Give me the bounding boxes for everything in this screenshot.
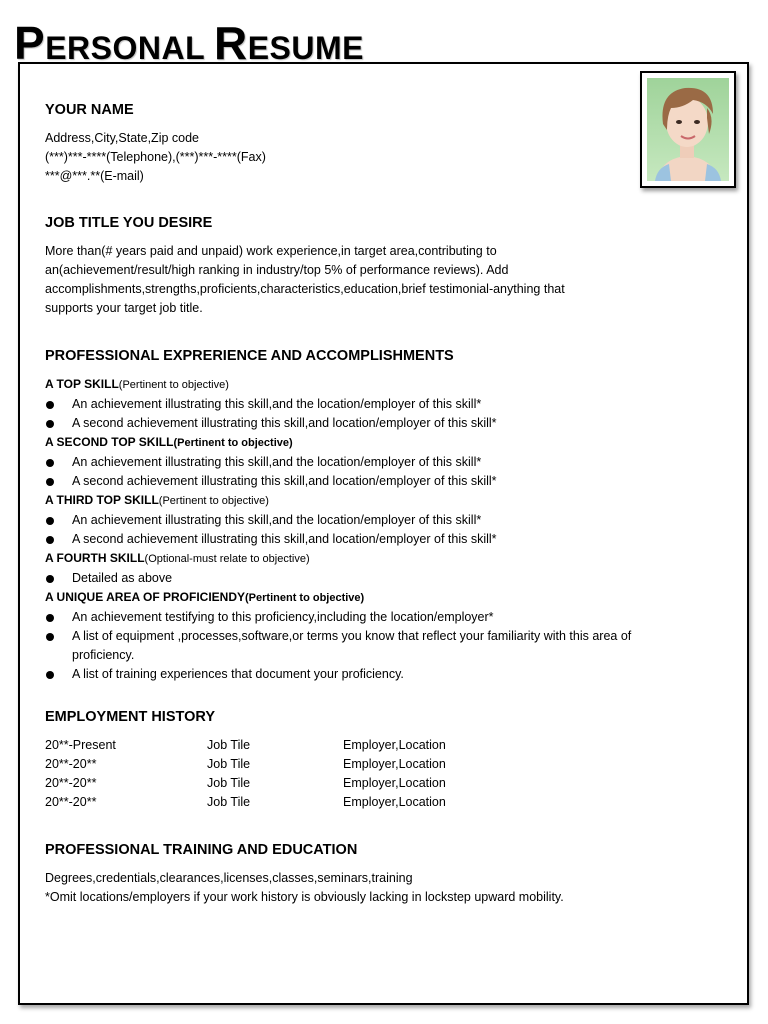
objective-heading: JOB TITLE YOU DESIRE [45, 215, 213, 231]
bullet-icon [46, 671, 54, 679]
bullet-icon [46, 478, 54, 486]
bullet-icon [46, 517, 54, 525]
skill-title: A TOP SKILL(Pertinent to objective) [45, 377, 229, 391]
table-row: 20**-Present Job Tile Employer,Location [45, 738, 446, 752]
skill-title: A UNIQUE AREA OF PROFICIENDY(Pertinent to objective) [45, 590, 365, 604]
list-item: A second achievement illustrating this skill,and location/employer of this skill* [45, 414, 685, 433]
bullet-icon [46, 459, 54, 467]
list-item: Detailed as above [45, 569, 685, 588]
contact-section [45, 100, 685, 186]
skill-title: A FOURTH SKILL(Optional-must relate to objective) [45, 551, 310, 565]
bullet-icon [46, 614, 54, 622]
education-section [45, 840, 685, 907]
education-line: *Omit locations/employers if your work history is obviously lacking in lockstep upward mobility. [45, 890, 564, 904]
bullet-icon [46, 420, 54, 428]
address-line: Address,City,State,Zip code [45, 131, 200, 145]
list-item: An achievement testifying to this proficiency,including the location/employer* [45, 608, 685, 627]
list-item: A second achievement illustrating this skill,and location/employer of this skill* [45, 472, 685, 491]
phone-line: (***)***-****(Telephone),(***)***-****(Fax) [45, 150, 266, 164]
objective-line: accomplishments,strengths,proficients,characteristics,education,brief testimonial-anything that [45, 282, 565, 296]
bullet-icon [46, 633, 54, 641]
bullet-icon [46, 536, 54, 544]
table-row: 20**-20** Job Tile Employer,Location [45, 776, 446, 790]
bullet-icon [46, 575, 54, 583]
education-line: Degrees,credentials,clearances,licenses,classes,seminars,training [45, 871, 413, 885]
name-heading: YOUR NAME [45, 102, 134, 118]
skill-title: A SECOND TOP SKILL(Pertinent to objective) [45, 435, 293, 449]
skill-title: A THIRD TOP SKILL(Pertinent to objective) [45, 493, 269, 507]
objective-line: supports your target job title. [45, 301, 203, 315]
list-item: A second achievement illustrating this skill,and location/employer of this skill* [45, 530, 685, 549]
page-title: PERSONAL RESUME [14, 17, 364, 69]
objective-line: More than(# years paid and unpaid) work experience,in target area,contributing to [45, 244, 497, 258]
table-row: 20**-20** Job Tile Employer,Location [45, 795, 446, 809]
employment-section [45, 707, 685, 812]
education-heading: PROFESSIONAL TRAINING AND EDUCATION [45, 842, 358, 858]
objective-section [45, 213, 685, 318]
list-item: An achievement illustrating this skill,and the location/employer of this skill* [45, 511, 685, 530]
objective-line: an(achievement/result/high ranking in industry/top 5% of performance reviews). Add [45, 263, 509, 277]
email-line: ***@***.**(E-mail) [45, 169, 144, 183]
experience-heading: PROFESSIONAL EXPRERIENCE AND ACCOMPLISHMENTS [45, 348, 454, 364]
employment-heading: EMPLOYMENT HISTORY [45, 709, 215, 725]
list-item: A list of training experiences that document your proficiency. [45, 665, 685, 684]
list-item: An achievement illustrating this skill,and the location/employer of this skill* [45, 395, 685, 414]
table-row: 20**-20** Job Tile Employer,Location [45, 757, 446, 771]
bullet-icon [46, 401, 54, 409]
list-item: A list of equipment ,processes,software,or terms you know that reflect your familiarity with this area of proficiency. [45, 627, 682, 665]
experience-section [45, 346, 685, 684]
list-item: An achievement illustrating this skill,and the location/employer of this skill* [45, 453, 685, 472]
